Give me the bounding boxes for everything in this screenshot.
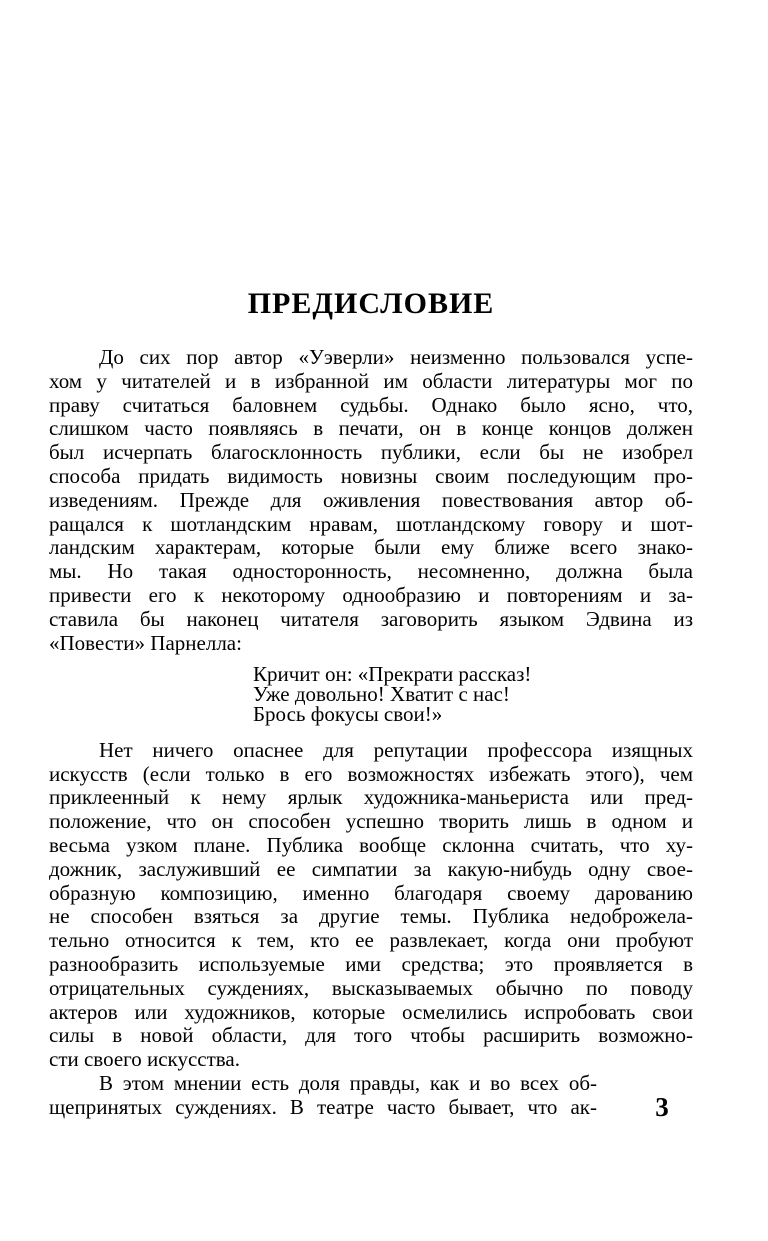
text-line: Нет ничего опаснее для репутации профессора изящных [99,737,693,762]
text-line: способа придать видимость новизны своим последующим про- [49,463,693,488]
page-number: 3 [655,1092,669,1122]
paragraph-1 [49,346,693,655]
text-line: праву считаться баловнем судьбы. Однако было ясно, что, [49,392,693,417]
text-line: образную композицию, именно благодаря своему дарованию [49,880,693,905]
text-body [49,346,693,1120]
verse-quote [253,662,693,726]
text-line: До сих пор автор «Уэверли» неизменно пользовался успе- [99,345,693,369]
text-line: Брось фокусы свои!» [253,701,443,726]
text-line: актеров или художников, которые осмелились испробовать свои [49,999,693,1024]
text-line: дожник, заслуживший ее симпатии за какую-нибудь одну свое- [49,856,693,881]
text-line: сти своего искусства. [49,1047,240,1072]
text-line: щепринятых суждениях. В театре часто бывает, что ак- [49,1094,597,1119]
text-line: мы. Но такая односторонность, несомненно, должна была [49,559,693,584]
text-line: изведениям. Прежде для оживления повествования автор об- [49,487,693,512]
paragraph-3 [49,1072,597,1120]
text-line: «Повести» Парнелла: [49,630,242,655]
text-line: был исчерпать благосклонность публики, если бы не изобрел [49,440,693,465]
text-line: хом у читателей и в избранной им области литературы мог по [49,368,693,393]
text-line: слишком часто появляясь в печати, он в конце концов должен [49,416,693,441]
text-line: Кричит он: «Прекрати рассказ! [253,662,532,687]
chapter-title: ПРЕДИСЛОВИЕ [247,287,495,320]
text-line: силы в новой области, для того чтобы расширить возможно- [49,1023,693,1048]
paragraph-2 [49,739,693,1072]
text-line: тельно относится к тем, кто ее развлекает, когда они пробуют [49,928,693,953]
text-line: отрицательных суждениях, высказываемых обычно по поводу [49,975,693,1000]
text-line: приклеенный к нему ярлык художника-маньериста или пред- [49,785,693,810]
text-line: искусств (если только в его возможностях избежать этого), чем [49,761,693,786]
text-line: ращался к шотландским нравам, шотландскому говору и шот- [49,511,693,536]
text-line: весьма узком плане. Публика вообще склонна считать, что ху- [49,832,693,857]
text-line: Уже довольно! Хватит с нас! [253,682,510,707]
text-line: ландским характерам, которые были ему ближе всего знако- [49,535,693,560]
text-line: не способен взяться за другие темы. Публика недоброжела- [49,904,693,929]
text-line: разнообразить используемые ими средства; это проявляется в [49,951,693,976]
text-line: ставила бы наконец читателя заговорить языком Эдвина из [49,606,693,631]
text-line: привести его к некоторому однообразию и повторениям и за- [49,582,693,607]
text-line: положение, что он способен успешно творить лишь в одном и [49,809,693,834]
text-line: В этом мнении есть доля правды, как и во всех об- [99,1070,597,1095]
